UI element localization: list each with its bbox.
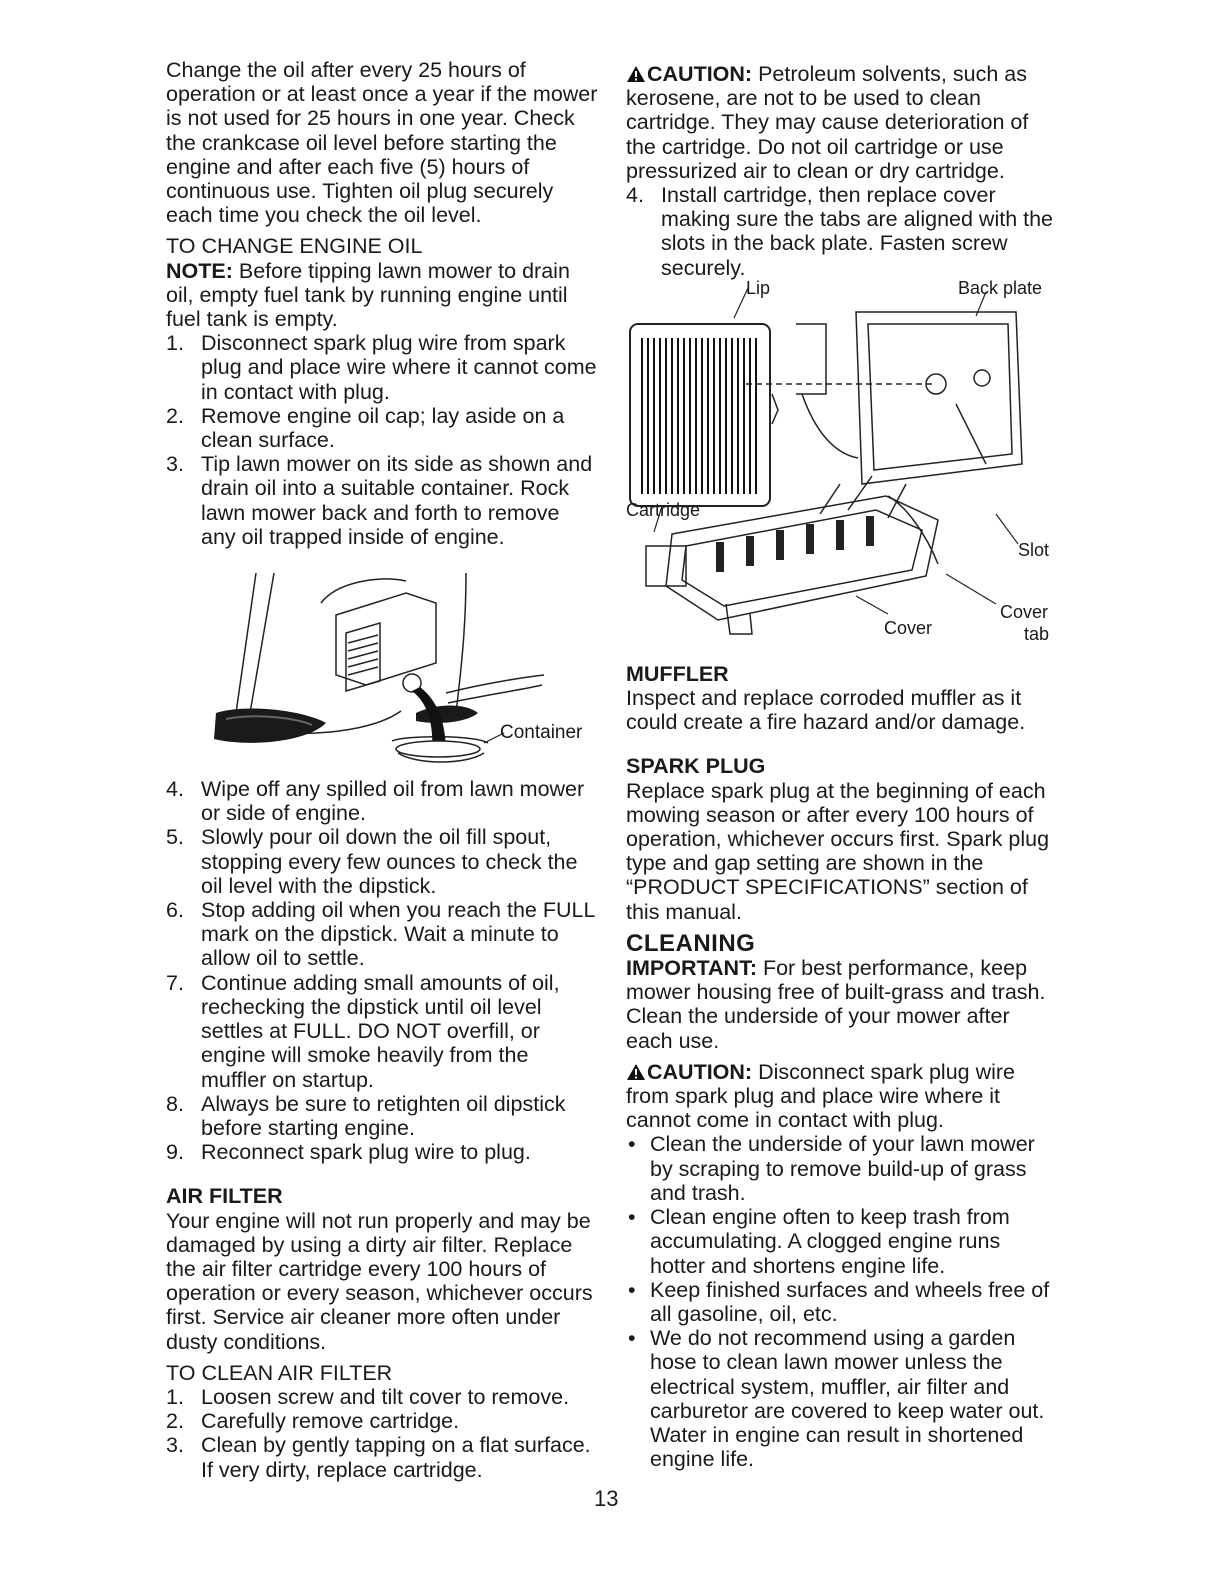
- lip-label: Lip: [746, 277, 771, 298]
- muffler-text: Inspect and replace corroded muffler as it could create a fire hazard and/or damage.: [626, 686, 1026, 735]
- slot-label: Slot: [1018, 539, 1050, 560]
- important-paragraph: [626, 956, 1056, 1053]
- caution-label: CAUTION:: [647, 62, 753, 86]
- oil-steps-4-9: [166, 777, 598, 1164]
- cover-label: Cover: [884, 617, 933, 638]
- muffler-heading: MUFFLER: [626, 661, 729, 686]
- list-item: 7. Continue adding small amounts of oil, rechecking the dipstick until oil level settles at FULL. DO NOT overfill, or engine will smoke heavily from the muffler on startup.: [166, 970, 560, 1092]
- oil-drain-illustration: [166, 563, 598, 763]
- cleaning-heading: CLEANING: [626, 929, 756, 957]
- list-item: 8. Always be sure to retighten oil dipstick before starting engine.: [166, 1091, 566, 1140]
- air-filter-heading: AIR FILTER: [166, 1184, 283, 1209]
- list-item: 5. Slowly pour oil down the oil fill spout, stopping every few ounces to check the oil level with the dipstick.: [166, 825, 578, 898]
- air-filter-illustration: [626, 277, 1056, 656]
- clean-filter-steps: [166, 1385, 598, 1482]
- spark-plug-heading: SPARK PLUG: [626, 754, 766, 779]
- oil-steps-1-3: [166, 331, 598, 549]
- oil-change-intro: Change the oil after every 25 hours of operation or at least once a year if the mower is not used for 25 hours in one year. Check the crankcase oil level before starting the engine and after each five (5) hours of continuous use. Tighten oil plug securely each time you check the oil level.: [166, 58, 598, 228]
- note-paragraph: [166, 259, 598, 332]
- warning-triangle-icon: [626, 65, 646, 83]
- left-column: [166, 58, 598, 1482]
- list-item: 9. Reconnect spark plug wire to plug.: [166, 1140, 531, 1165]
- back-plate-label: Back plate: [958, 277, 1043, 298]
- page-number: 13: [594, 1486, 619, 1511]
- list-item: • Clean the underside of your lawn mower by scraping to remove build-up of grass and trash.: [628, 1132, 1035, 1205]
- note-text: Before tipping lawn mower to drain oil, empty fuel tank by running engine until fuel tank is empty.: [166, 258, 570, 332]
- cover-tab-label-line1: Cover: [1000, 601, 1049, 622]
- caution-text: Petroleum solvents, such as kerosene, are not to be used to clean cartridge. They may cause deterioration of the cartridge. Do not oil cartridge or use pressurized air to clean or dry cartridge.: [626, 62, 1029, 183]
- cleaning-bullets: [626, 1132, 1056, 1471]
- caution-label: CAUTION:: [647, 1059, 753, 1084]
- note-label: NOTE:: [166, 258, 233, 283]
- list-item: 2. Remove engine oil cap; lay aside on a clean surface.: [166, 403, 565, 453]
- cartridge-label: Cartridge: [626, 499, 701, 520]
- cover-tab-label-line2: tab: [1024, 623, 1050, 644]
- warning-triangle-icon: [626, 1063, 646, 1081]
- clean-filter-heading: TO CLEAN AIR FILTER: [166, 1360, 393, 1385]
- list-item: 3. Tip lawn mower on its side as shown and drain oil into a suitable container. Rock lawn mower back and forth to remove any oil trapped inside of engine.: [166, 452, 593, 549]
- list-item: 6. Stop adding oil when you reach the FULL mark on the dipstick. Wait a minute to allow oil to settle.: [166, 898, 595, 971]
- install-step: [626, 183, 1056, 280]
- important-label: IMPORTANT:: [626, 956, 757, 981]
- list-item: 2. Carefully remove cartridge.: [166, 1409, 460, 1434]
- list-item: • We do not recommend using a garden hose to clean lawn mower unless the electrical system, muffler, air filter and carburetor are covered to keep water out. Water in engine can result in shortened engine life.: [628, 1326, 1045, 1472]
- important-text: For best performance, keep mower housing free of built-grass and trash. Clean the underside of your mower after each use.: [626, 956, 1046, 1053]
- list-item: • Keep finished surfaces and wheels free of all gasoline, oil, etc.: [628, 1277, 1050, 1326]
- spark-plug-text: Replace spark plug at the beginning of each mowing season or after every 100 hours of operation, whichever occurs first. Spark plug type and gap setting are shown in the “PRODUCT SPECIFICATIONS” section of this manual.: [626, 778, 1050, 924]
- caution-spark-wire: [626, 1060, 1056, 1133]
- list-item: 1. Loosen screw and tilt cover to remove.: [166, 1384, 570, 1409]
- list-item: • Clean engine often to keep trash from accumulating. A clogged engine runs hotter and shortens engine life.: [628, 1205, 1010, 1278]
- list-item: 4. Wipe off any spilled oil from lawn mower or side of engine.: [166, 777, 585, 826]
- list-item: 4. Install cartridge, then replace cover making sure the tabs are aligned with the slots in the back plate. Fasten screw securely.: [626, 183, 1054, 280]
- change-oil-heading: TO CHANGE ENGINE OIL: [166, 234, 423, 259]
- air-filter-assembly-drawing: [626, 284, 1056, 656]
- air-filter-text: Your engine will not run properly and may be damaged by using a dirty air filter. Replace the air filter cartridge every 100 hours of operation or every season, whichever occurs first. Service air cleaner more often under dusty conditions.: [166, 1208, 593, 1354]
- caution-text: Disconnect spark plug wire from spark plug and place wire where it cannot come in contact with plug.: [626, 1059, 1016, 1133]
- right-column: [626, 62, 1056, 1471]
- list-item: 3. Clean by gently tapping on a flat surface. If very dirty, replace cartridge.: [166, 1433, 591, 1482]
- container-label: Container: [500, 722, 583, 744]
- list-item: 1. Disconnect spark plug wire from spark plug and place wire where it cannot come in contact with plug.: [166, 331, 597, 404]
- caution-petroleum: [626, 62, 1056, 183]
